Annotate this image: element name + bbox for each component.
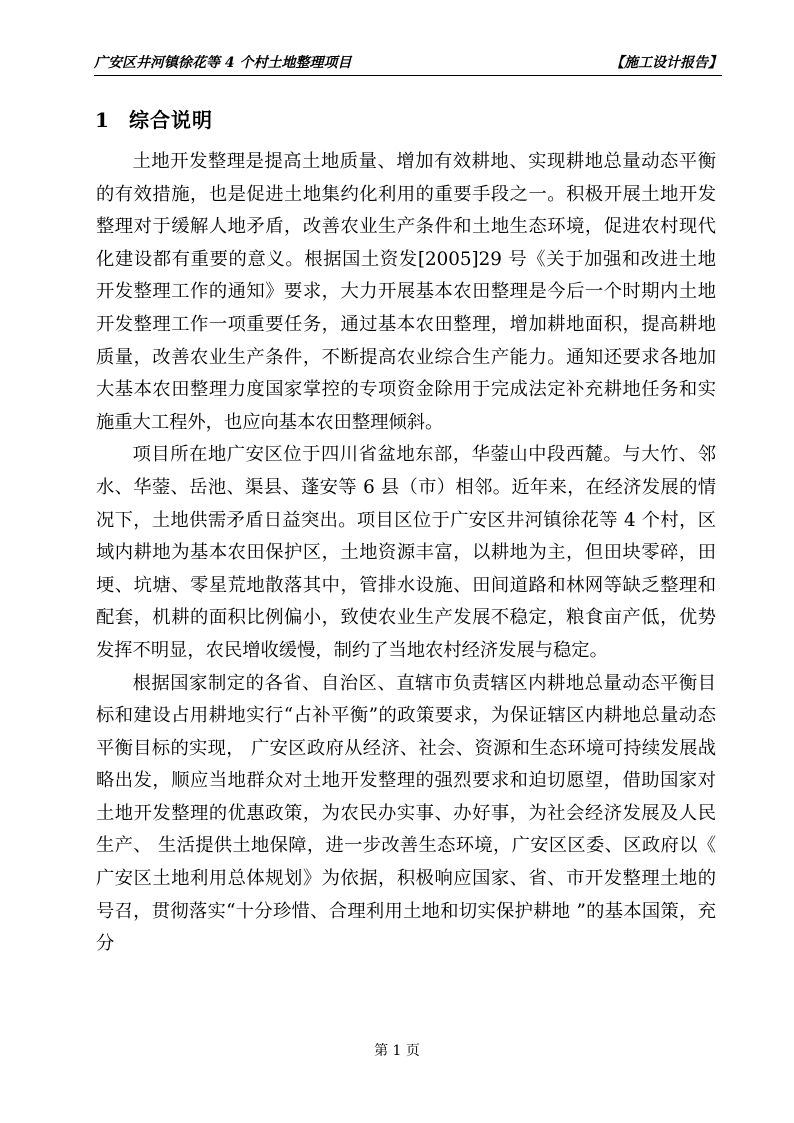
- page-header: [94, 49, 722, 76]
- body-text: [96, 146, 716, 961]
- section-number: 1: [95, 108, 110, 132]
- paragraph: 土地开发整理是提高土地质量、增加有效耕地、实现耕地总量动态平衡的有效措施，也是促进土地集约化利用的重要手段之一。积极开展土地开发整理对于缓解人地矛盾，改善农业生产条件和土地生态环境，促进农村现代化建设都有重要的意义。根据国土资发[2005]29 号《关于加强和改进土地开发整理工作的通知》要求，大力开展基本农田整理是今后一个时期内土地开发整理工作一项重要任务，通过基本农田整理，增加耕地面积，提高耕地质量，改善农业生产条件，不断提高农业综合生产能力。通知还要求各地加大基本农田整理力度国家掌控的专项资金除用于完成法定补充耕地任务和实施重大工程外，也应向基本农田整理倾斜。: [96, 151, 716, 433]
- page-number: 第 1 页: [374, 1043, 420, 1059]
- header-project-title: 广安区井河镇徐花等 4 个村土地整理项目: [94, 55, 352, 71]
- paragraph: 根据国家制定的各省、自治区、直辖市负责辖区内耕地总量动态平衡目标和建设占用耕地实行“占补平衡”的政策要求，为保证辖区内耕地总量动态平衡目标的实现， 广安区政府从经济、社会、资源和生态环境可持续发展战略出发，顺应当地群众对土地开发整理的强烈要求和迫切愿望，借助国家对土地开发整理的优惠政策，为农民办实事、办好事，为社会经济发展及人民生产、 生活提供土地保障，进一步改善生态环境，广安区区委、区政府以《广安区土地利用总体规划》为依据，积极响应国家、省、市开发整理土地的号召，贯彻落实“十分珍惜、合理利用土地和切实保护耕地 ”的基本国策，充分: [96, 672, 716, 955]
- section-heading: [95, 104, 213, 133]
- section-title: 综合说明: [129, 108, 213, 132]
- header-report-type: 【施工设计报告】: [610, 55, 722, 71]
- paragraph: 项目所在地广安区位于四川省盆地东部，华蓥山中段西麓。与大竹、邻水、华蓥、岳池、渠县、蓬安等 6 县（市）相邻。近年来，在经济发展的情况下，土地供需矛盾日益突出。项目区位于广安区井河镇徐花等 4 个村，区域内耕地为基本农田保护区，土地资源丰富，以耕地为主，但田块零碎，田埂、坑塘、零星荒地散落其中，管排水设施、田间道路和林网等缺乏整理和配套，机耕的面积比例偏小，致使农业生产发展不稳定，粮食亩产低，优势发挥不明显，农民增收缓慢，制约了当地农村经济发展与稳定。: [96, 444, 716, 661]
